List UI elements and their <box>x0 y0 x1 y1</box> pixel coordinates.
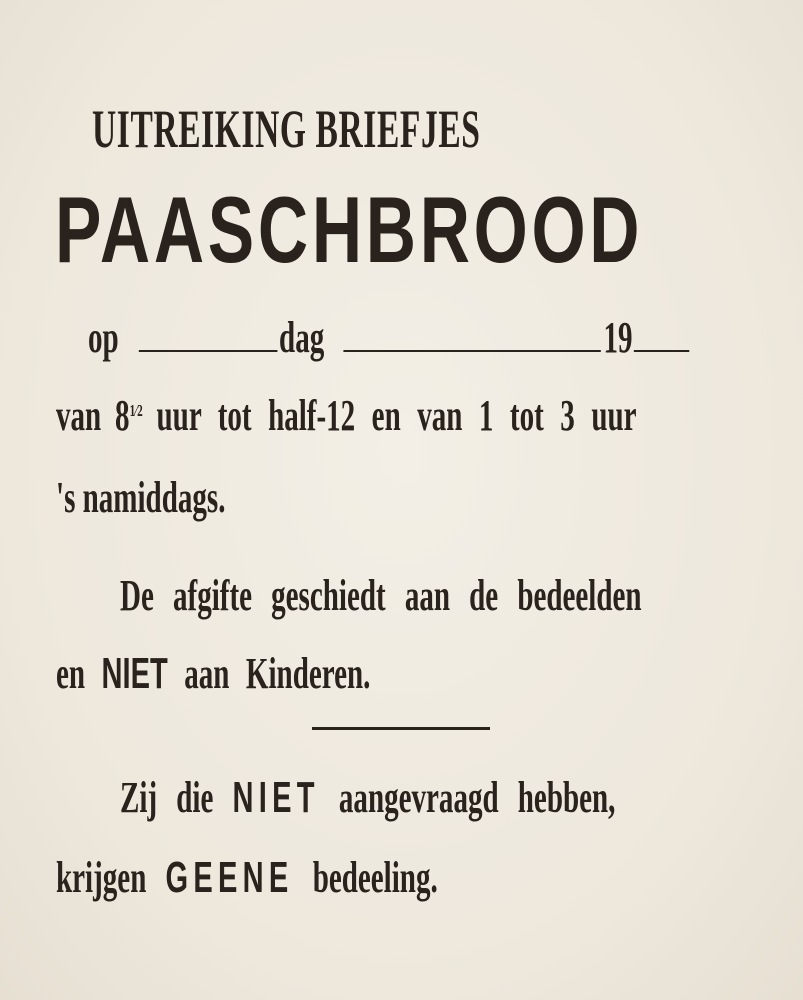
date-year-label: 19 <box>603 313 633 362</box>
notice-1-post: aan Kinderen. <box>184 649 371 698</box>
heading-line-2-text: PAASCHBROOD <box>55 177 644 282</box>
notice-1-line-2-content <box>56 648 370 699</box>
time-van: van <box>56 391 102 440</box>
heading-line-1-text: UITREIKING BRIEFJES <box>92 99 481 159</box>
day-blank <box>139 349 278 352</box>
heading-line-1 <box>92 98 719 160</box>
fraction-numerator: 1 <box>129 401 136 420</box>
notice-1-line-2 <box>56 648 532 699</box>
notice-2-line-2-pre: krijgen <box>56 853 147 902</box>
heading-line-2 <box>55 176 803 284</box>
notice-2-pre: Zij die <box>120 773 214 822</box>
notice-2-line-2-emphasis: GEENE <box>165 853 294 902</box>
time-rest: uur tot half-12 en van 1 tot 3 uur <box>156 391 637 440</box>
date-line-content <box>88 312 689 363</box>
divider-rule <box>312 727 490 730</box>
year-blank <box>634 349 689 352</box>
date-line <box>88 312 803 363</box>
notice-2-line-2 <box>56 852 634 903</box>
notice-1-line-1 <box>120 570 803 621</box>
fraction-denominator: 2 <box>137 401 143 420</box>
notice-1-pre: en <box>56 649 86 698</box>
month-blank <box>343 349 600 352</box>
time-eight: 8 <box>115 391 130 440</box>
notice-1-emphasis: NIET <box>101 649 168 698</box>
notice-1-line-1-text: De afgifte geschiedt aan de bedeelden <box>120 571 642 620</box>
date-op-label: op <box>88 313 119 362</box>
notice-2-line-1-content <box>120 772 615 823</box>
time-line-content <box>56 390 637 441</box>
notice-2-emphasis: NIET <box>232 773 320 822</box>
date-dag-label: dag <box>279 313 325 362</box>
time-line <box>56 390 803 441</box>
notice-2-post: aangevraagd hebben, <box>338 773 616 822</box>
afternoon-text: 's namiddags. <box>56 473 226 522</box>
notice-2-line-1 <box>120 772 803 823</box>
half-fraction: 1⁄2 <box>129 401 143 420</box>
notice-2-line-2-post: bedeeling. <box>312 853 438 902</box>
afternoon-line <box>56 472 313 523</box>
notice-2-line-2-content <box>56 852 438 903</box>
